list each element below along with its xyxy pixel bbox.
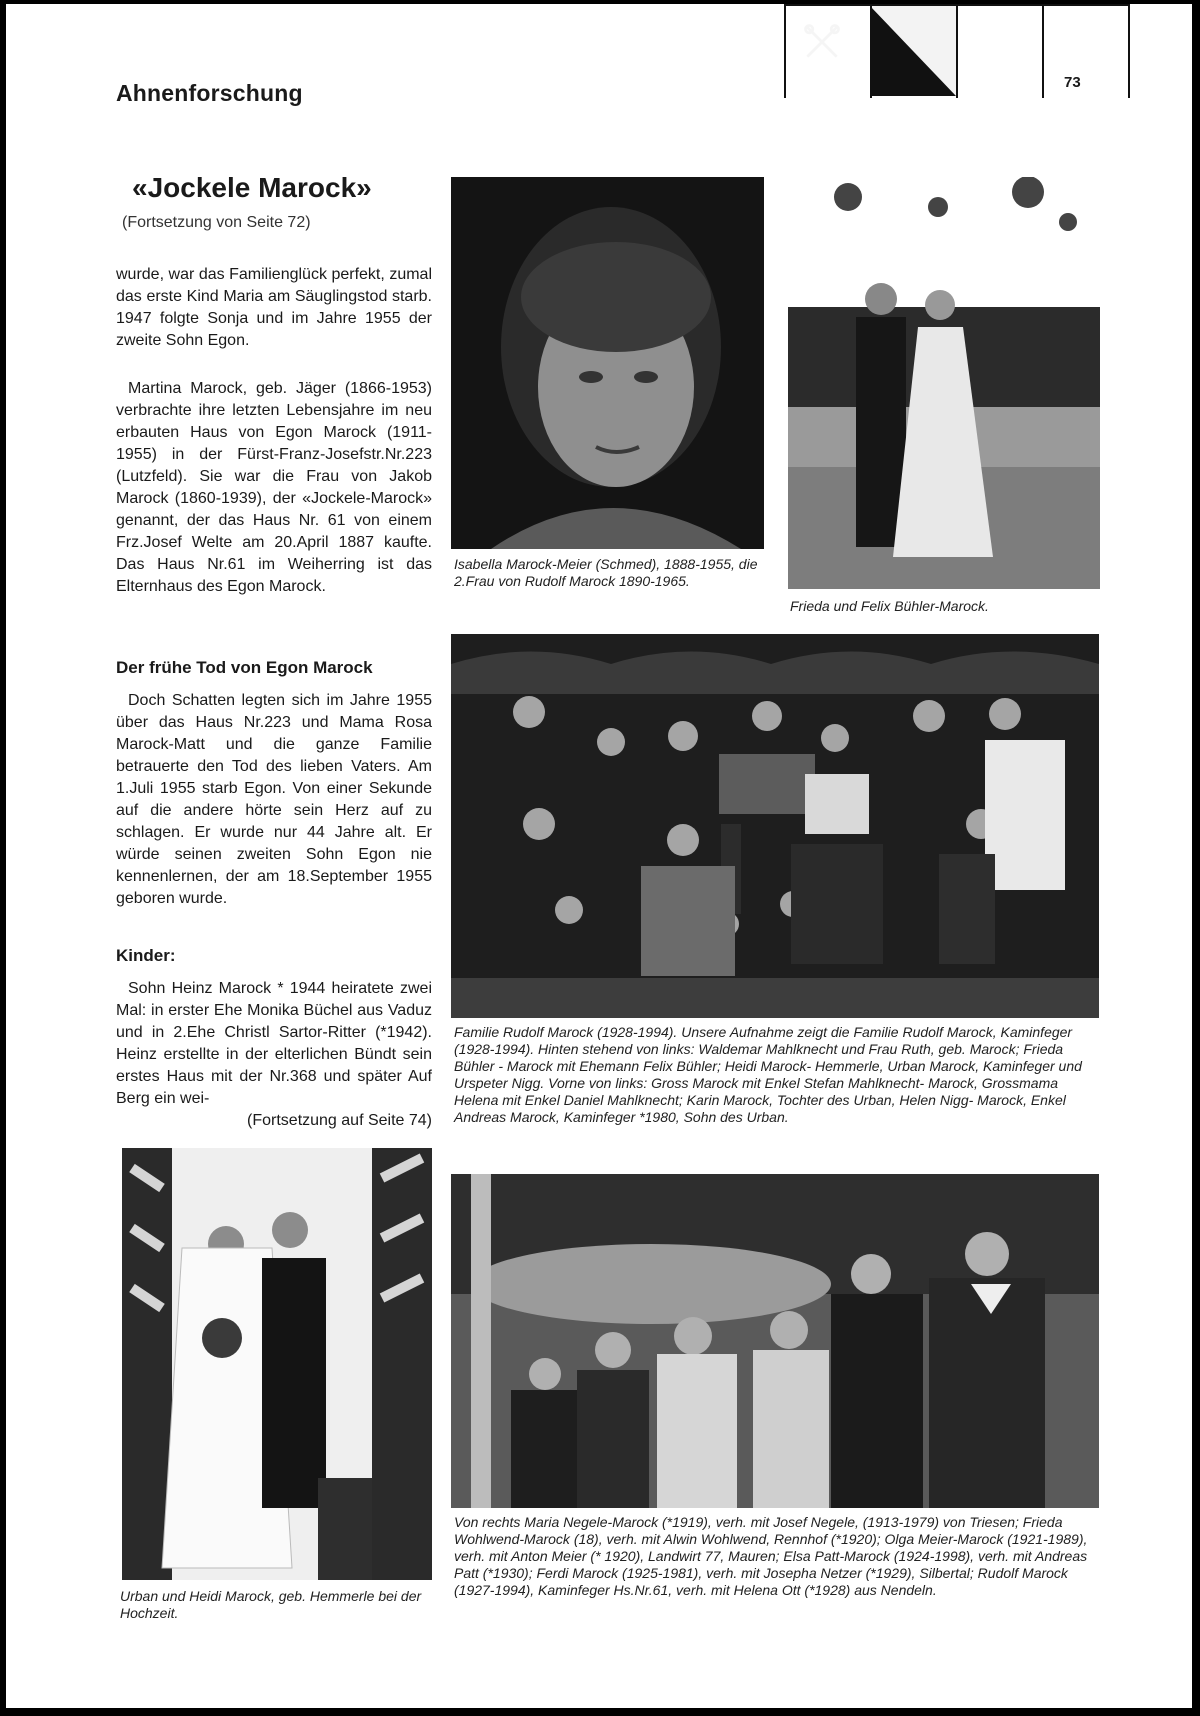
caption-children: Von rechts Maria Negele-Marock (*1919), verh. mit Josef Negele, (1913-1979) von Triesen; Frieda Wohlwend-Marock (18), verh. mit Alwin Wohlwend, Rennhof (*1920); Olga Meier-Marock (1921-1989), verh. mit Anton Meier (* 1920), Landwirt 77, Mauren; Elsa Patt-Marock (1924-1998), verh. mit Andreas Patt (*1930); Ferdi Marock (1925-1981), verh. mit Josepha Netzer (*1929), Silbertal; Rudolf Marock (1927-1994), Kaminfeger Hs.Nr.61, verh. mit Helena Ott (*1928) aus Nendeln. <box>454 1514 1088 1598</box>
wedding-photo <box>122 1148 432 1580</box>
paragraph-3: Doch Schatten legten sich im Jahre 1955 über das Haus Nr.223 und Mama Rosa Marock-Matt und die ganze Familie betrauerte den Tod des lieben Vaters. Am 1.Juli 1955 starb Egon. Von einer Sekunde auf die andere hörte sein Herz auf zu schlagen. Er wurde nur 44 Jahre alt. Er würde seinen zweiten Sohn Egon nie kennenlernen, der am 18.September 1955 geboren wurde. <box>116 692 432 907</box>
paragraph-1: wurde, war das Familienglück perfekt, zumal das erste Kind Maria am Säuglingstod starb. 1947 folgte Sonja und im Jahre 1955 der zweite Sohn Egon. <box>116 266 432 349</box>
heading-children: Kinder: <box>116 946 176 965</box>
caption-isabella: Isabella Marock-Meier (Schmed), 1888-1955, die 2.Frau von Rudolf Marock 1890-1965. <box>454 556 758 589</box>
crossed-keys-icon <box>800 20 844 64</box>
article-title: «Jockele Marock» <box>132 172 372 203</box>
family-group-photo <box>451 634 1099 1018</box>
portrait-photo-isabella <box>451 177 764 549</box>
caption-frieda: Frieda und Felix Bühler-Marock. <box>790 598 989 614</box>
caption-wedding: Urban und Heidi Marock, geb. Hemmerle bei der Hochzeit. <box>120 1588 422 1621</box>
continued-note: (Fortsetzung auf Seite 74) <box>247 1112 432 1129</box>
active-tab <box>870 6 956 96</box>
page-number: 73 <box>1064 74 1081 91</box>
couple-photo-frieda-felix <box>788 177 1100 589</box>
paragraph-2: Martina Marock, geb. Jäger (1866-1953) verbrachte ihre letzten Lebensjahre im neu erbauten Haus von Egon Marock (1911-1955) in der Fürst-Franz-Josefstr.Nr.223 (Lutzfeld). Sie war die Frau von Jakob Marock (1860-1939), der «Jockele-Marock» genannt, der das Haus Nr. 61 von einem Frz.Josef Welte am 20.April 1887 kaufte. Das Haus Nr.61 im Weiherring ist das Elternhaus des Egon Marock. <box>116 380 432 595</box>
children-photo <box>451 1174 1099 1508</box>
page <box>6 4 1192 1708</box>
section-title: Ahnenforschung <box>116 80 303 106</box>
heading-early-death: Der frühe Tod von Egon Marock <box>116 658 373 677</box>
article-subtitle: (Fortsetzung von Seite 72) <box>122 214 311 231</box>
paragraph-4: Sohn Heinz Marock * 1944 heiratete zwei Mal: in erster Ehe Monika Büchel aus Vaduz und in 2.Ehe Christl Sartor-Ritter (*1942). Heinz erstellte in der elterlichen Bündt sein erstes Haus mit der Nr.368 und später Auf Berg ein wei- <box>116 980 432 1107</box>
caption-family: Familie Rudolf Marock (1928-1994). Unsere Aufnahme zeigt die Familie Rudolf Marock, Kaminfeger (1928-1994). Hinten stehend von links: Waldemar Mahlknecht und Frau Ruth, geb. Marock; Frieda Bühler - Marock mit Ehemann Felix Bühler; Heidi Marock- Hemmerle, Urban Marock, Kaminfeger und Urspeter Nigg. Vorne von links: Gross Marock mit Enkel Stefan Mahlknecht- Marock, Grossmama Helena mit Enkel Daniel Mahlknecht; Karin Marock, Tochter des Urban, Helen Nigg- Marock, Enkel Andreas Marock, Kaminfeger *1980, Sohn des Urban. <box>454 1024 1082 1125</box>
